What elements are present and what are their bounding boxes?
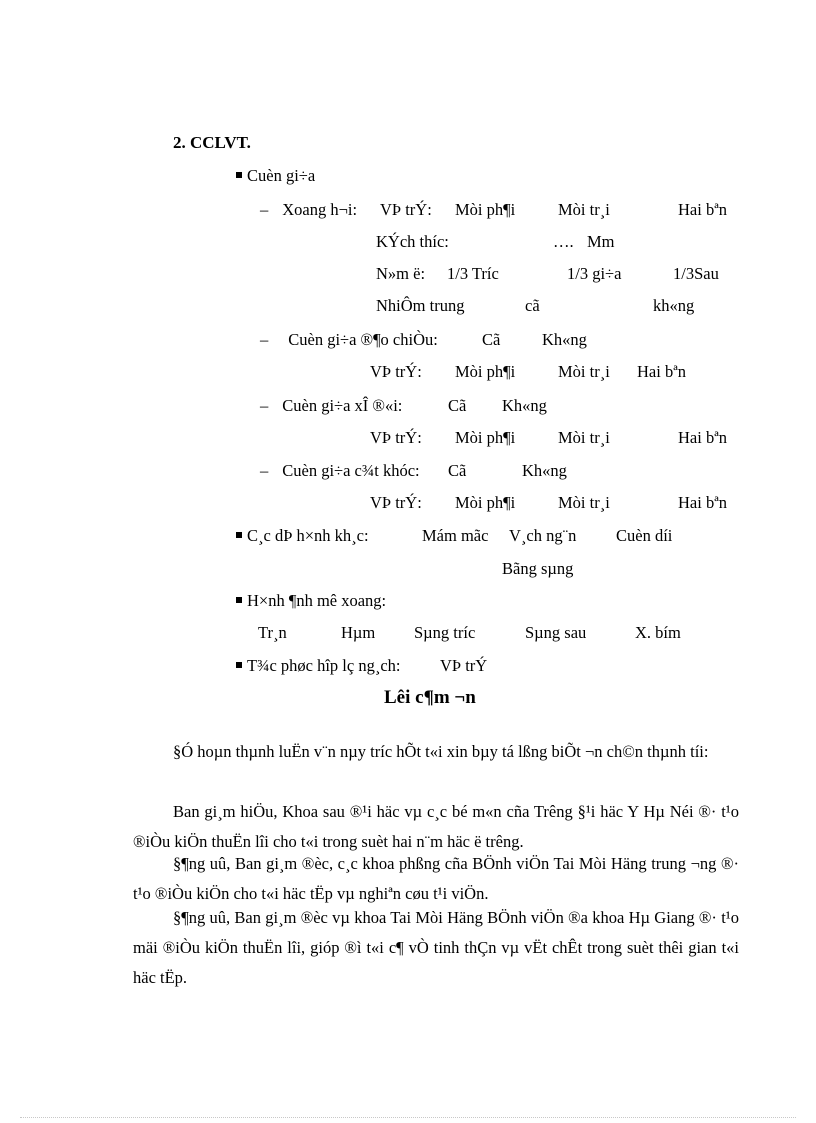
- option-both-sides: Hai bªn: [678, 200, 728, 219]
- option-both-sides: Hai bªn: [637, 362, 687, 381]
- bullet-label: Cuèn gi÷a: [247, 166, 316, 185]
- option-left-nose: Mòi tr¸i: [558, 428, 610, 447]
- bullet-item-other-anomalies: [236, 526, 369, 546]
- field-location: N»m ë:: [376, 264, 426, 283]
- option-posterior-third: 1/3Sau: [673, 264, 719, 283]
- field-position: VÞ trÝ: [440, 656, 488, 675]
- option-anterior-third: 1/3 Tríc: [447, 264, 499, 283]
- bullet-square-icon: [236, 172, 242, 178]
- option-no: kh«ng: [653, 296, 695, 315]
- paragraph: §¶ng uû, Ban gi¸m ®èc, c¸c khoa phßng cña BÖnh viÖn Tai Mòi Häng trung ¬ng ®· t¹o ®iÒu kiÖn cho t«i häc tËp vµ nghiªn cøu t¹i viÖn.: [133, 854, 739, 903]
- option-left-nose: Mòi tr¸i: [558, 362, 610, 381]
- option-right-nose: Mòi ph¶i: [455, 428, 516, 447]
- paragraph: §¶ng uû, Ban gi¸m ®èc vµ khoa Tai Mòi Häng BÖnh viÖn ®a khoa Hµ Giang ®· t¹o mäi ®iÒu kiÖn thuËn lîi, gióp ®ì t«i c¶ vÒ tinh thÇn vµ vËt chÊt trong suèt thêi gian t«i häc tËp.: [133, 908, 739, 987]
- section-heading: 2. CCLVT.: [173, 133, 251, 152]
- row-label: Cuèn gi÷a c¾t khóc:: [282, 461, 420, 480]
- bullet-label: H×nh ¶nh mê xoang:: [247, 591, 387, 610]
- row-label: Cuèn gi÷a xÎ ®«i:: [282, 396, 403, 415]
- paragraph: §Ó hoµn thµnh luËn v¨n nµy tríc hÕt t«i xin bµy tá lßng biÕt ¬n ch©n thµnh tíi:: [173, 742, 709, 761]
- dash-icon: –: [260, 200, 269, 219]
- dash-icon: –: [260, 330, 269, 349]
- option-ethmoid-bulla: Bãng sµng: [502, 559, 574, 578]
- option-right-nose: Mòi ph¶i: [455, 362, 516, 381]
- field-position: VÞ trÝ:: [370, 428, 422, 447]
- dash-icon: –: [260, 461, 269, 480]
- field-position: VÞ trÝ:: [370, 493, 422, 512]
- bullet-label: C¸c dÞ h×nh kh¸c:: [247, 526, 369, 545]
- bullet-item-sinus-opacity: [236, 591, 386, 611]
- option-maxillary: Hµm: [341, 623, 376, 642]
- option-middle-third: 1/3 gi÷a: [567, 264, 622, 283]
- field-position: VÞ trÝ:: [380, 200, 432, 219]
- option-no: Kh«ng: [502, 396, 547, 415]
- acknowledgement-title: Lêi c¶m ¬n: [384, 687, 476, 708]
- size-unit: Mm: [587, 232, 615, 251]
- bullet-square-icon: [236, 532, 242, 538]
- page-bottom-rule: [20, 1117, 796, 1118]
- bullet-square-icon: [236, 597, 242, 603]
- option-left-nose: Mòi tr¸i: [558, 200, 610, 219]
- option-no: Kh«ng: [522, 461, 567, 480]
- option-posterior-ethmoid: Sµng sau: [525, 623, 587, 642]
- option-yes: Cã: [448, 461, 467, 480]
- option-right-nose: Mòi ph¶i: [455, 493, 516, 512]
- option-inferior-turbinate: Cuèn díi: [616, 526, 673, 545]
- size-value: ….: [553, 232, 574, 251]
- paragraph: Ban gi¸m hiÖu, Khoa sau ®¹i häc vµ c¸c bé m«n cña Trêng §¹i häc Y Hµ Néi ®· t¹o ®iÒu kiÖn thuËn lîi cho t«i trong suèt hai n¨m häc ë trêng.: [133, 802, 739, 851]
- dash-icon: –: [260, 396, 269, 415]
- option-anterior-ethmoid: Sµng tríc: [414, 623, 476, 642]
- row-label: Xoang h¬i:: [282, 200, 358, 219]
- dash-item-paradoxical: [260, 330, 438, 350]
- option-yes: cã: [525, 296, 540, 315]
- option-right-nose: Mòi ph¶i: [455, 200, 516, 219]
- dash-item-bifid: [260, 396, 402, 416]
- bullet-square-icon: [236, 662, 242, 668]
- bullet-item-middle-turbinate: [236, 166, 315, 186]
- row-label: Cuèn gi÷a ®¶o chiÒu:: [288, 330, 438, 349]
- option-both-sides: Hai bªn: [678, 493, 728, 512]
- option-left-nose: Mòi tr¸i: [558, 493, 610, 512]
- field-position: VÞ trÝ:: [370, 362, 422, 381]
- option-uncinate: Mám mãc: [422, 526, 489, 545]
- option-no: Kh«ng: [542, 330, 587, 349]
- field-infection: NhiÔm trung: [376, 296, 465, 315]
- bullet-item-ostiomeatal-block: [236, 656, 401, 676]
- option-frontal: Tr¸n: [258, 623, 287, 642]
- bullet-label: T¾c phøc hîp lç ng¸ch:: [247, 656, 401, 675]
- option-septum: V¸ch ng¨n: [509, 526, 577, 545]
- dash-item-sinus: [260, 200, 357, 220]
- option-yes: Cã: [482, 330, 501, 349]
- field-size: KÝch thíc:: [376, 232, 449, 251]
- option-sphenoid: X. bím: [635, 623, 681, 642]
- option-both-sides: Hai bªn: [678, 428, 728, 447]
- option-yes: Cã: [448, 396, 467, 415]
- dash-item-segmented: [260, 461, 420, 481]
